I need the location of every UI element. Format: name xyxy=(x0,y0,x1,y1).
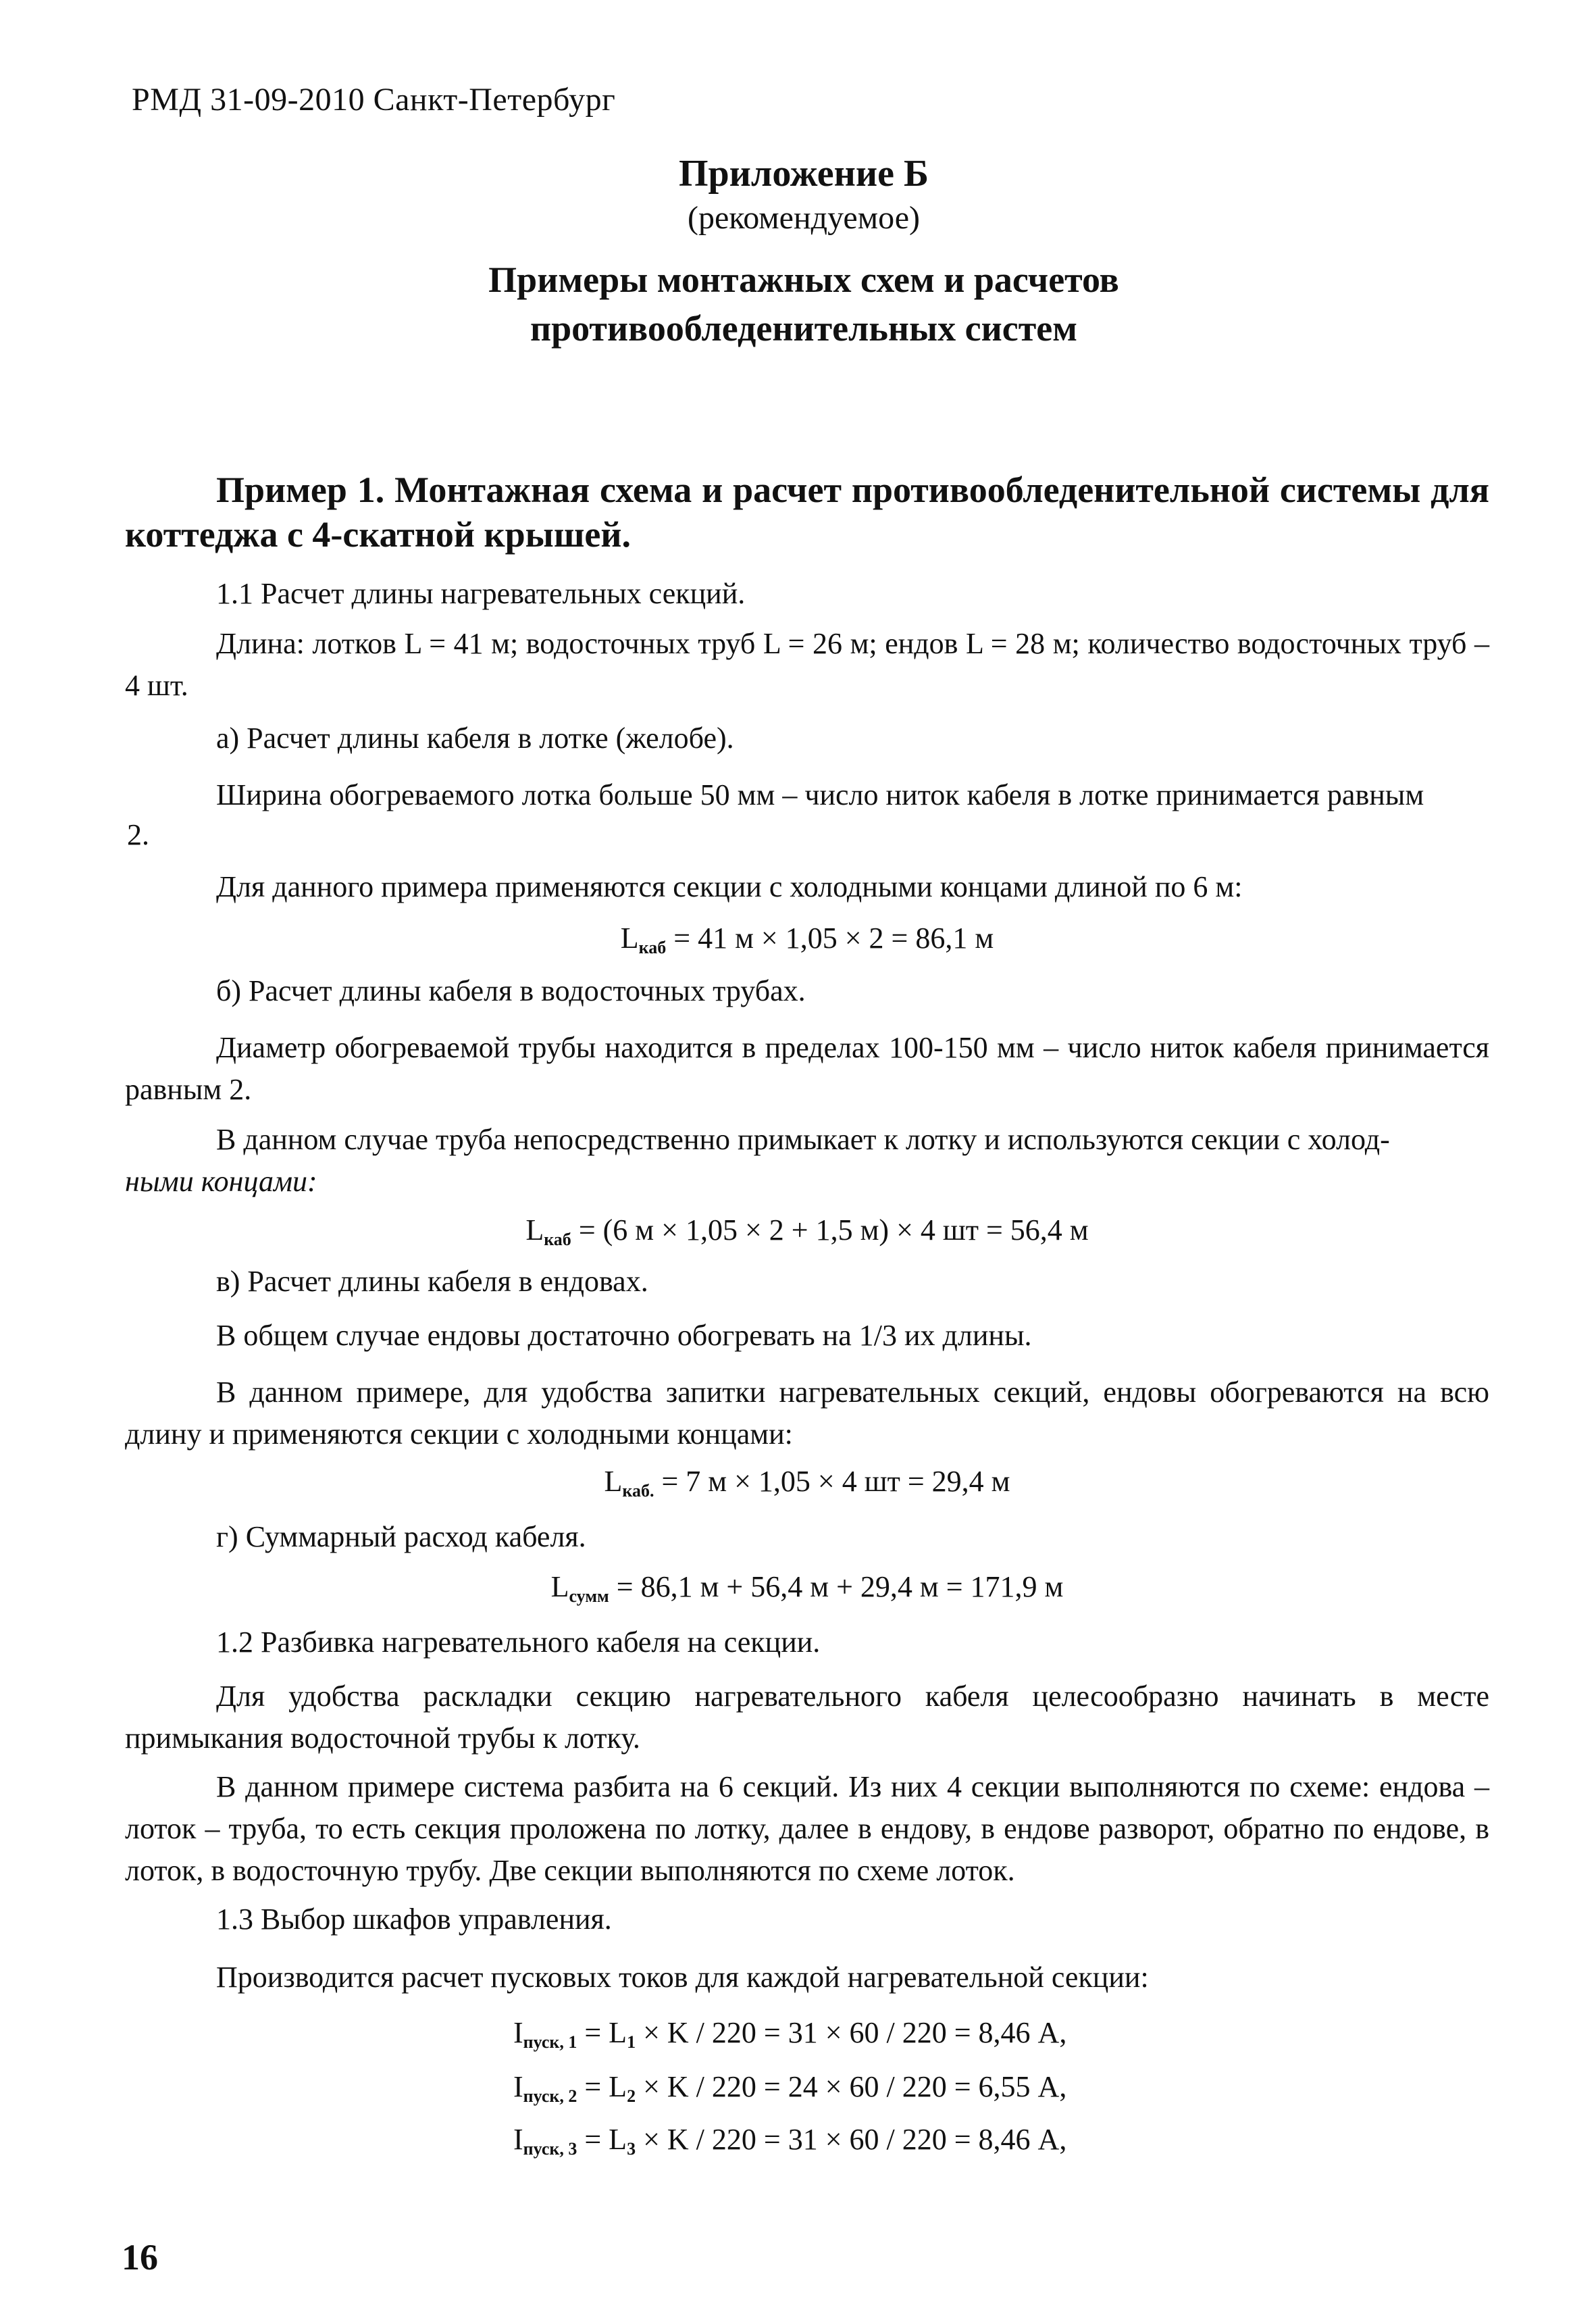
formula-total-length: $L_{сумм} = 86,1$ м + 56,4 м + 29,4 м = 171,9 м xyxy=(550,1570,1064,1606)
formula-downpipe-length: $L_{каб} = (6$ м × 1,05 × 2 + 1,5 м) × 4 шт = 56,4 м xyxy=(525,1213,1089,1249)
paragraph-layout-start: Для удобства раскладки секцию нагревательного кабеля целесообразно начинать в месте примыкания водосточной трубы к лотку. xyxy=(125,1680,1489,1755)
main-title xyxy=(122,255,1486,353)
formula-valley-length: $L_{каб.} = 7$ м × 1,05 × 4 шт = 29,4 м xyxy=(604,1465,1010,1501)
appendix-title: Приложение Б xyxy=(678,153,929,195)
main-title-line-1: Примеры монтажных схем и расчетов xyxy=(488,259,1119,300)
page-number: 16 xyxy=(122,2237,158,2278)
paragraph-downpipe-calc: б) Расчет длины кабеля в водосточных трубах. xyxy=(216,974,806,1007)
paragraph-start-currents: Производится расчет пусковых токов для каждой нагревательной секции: xyxy=(216,1961,1149,1994)
main-title-line-2: противообледенительных систем xyxy=(530,308,1078,349)
paragraph-pipe-adjacent: В данном случае труба непосредственно примыкает к лотку и используются секции с холод- ными концами: xyxy=(125,1123,1390,1198)
formula-start-current-3: $I_{пуск, 3} = L_3 \times K / 220 = 31 \times 60 / 220 = 8,46$ А, xyxy=(513,2123,1067,2159)
document-code-header: РМД 31-09-2010 Санкт-Петербург xyxy=(132,82,616,118)
formula-gutter-length: $L_{каб} = 41$ м × 1,05 × 2 = 86,1 м xyxy=(620,922,994,957)
paragraph-six-sections: В данном примере система разбита на 6 секций. Из них 4 секции выполняются по схеме: ендова – лоток – труба, то есть секция проложена по лотку, далее в ендову, в ендове разворот, обратно по ендове, в лоток, в водосточную трубу. Две секции выполняются по схеме лоток. xyxy=(125,1770,1489,1887)
appendix-subtitle: (рекомендуемое) xyxy=(688,200,920,236)
paragraph-lengths: Длина: лотков L = 41 м; водосточных труб L = 26 м; ендов L = 28 м; количество водосточных труб – 4 шт. xyxy=(125,627,1489,702)
paragraph-valley-full: В данном примере, для удобства запитки нагревательных секций, ендовы обогреваются на всю длину и применяются секции с холодными концами: xyxy=(125,1376,1489,1451)
paragraph-gutter-width: Ширина обогреваемого лотка больше 50 мм – число ниток кабеля в лотке принимается равным xyxy=(216,778,1424,811)
paragraph-section-1-2: 1.2 Разбивка нагревательного кабеля на секции. xyxy=(216,1626,821,1659)
paragraph-valley-third: В общем случае ендовы достаточно обогревать на 1/3 их длины. xyxy=(216,1319,1032,1352)
paragraph-valley-calc: в) Расчет длины кабеля в ендовах. xyxy=(216,1265,648,1298)
example-title: Пример 1. Монтажная схема и расчет противообледенительной системы для коттеджа с 4-скатной крышей. xyxy=(125,470,1489,555)
paragraph-total-calc: г) Суммарный расход кабеля. xyxy=(216,1520,586,1553)
paragraph-section-1-1: 1.1 Расчет длины нагревательных секций. xyxy=(216,577,746,610)
paragraph-cold-ends: Для данного примера применяются секции с холодными концами длиной по 6 м: xyxy=(216,870,1243,903)
formula-start-current-1: $I_{пуск, 1} = L_1 \times K / 220 = 31 \times 60 / 220 = 8,46$ А, xyxy=(513,2016,1067,2052)
paragraph-section-1-3: 1.3 Выбор шкафов управления. xyxy=(216,1903,612,1936)
formula-start-current-2: $I_{пуск, 2} = L_2 \times K / 220 = 24 \times 60 / 220 = 6,55$ А, xyxy=(513,2070,1067,2106)
paragraph-gutter-calc: а) Расчет длины кабеля в лотке (желобе). xyxy=(216,722,734,755)
paragraph-pipe-diameter: Диаметр обогреваемой трубы находится в пределах 100-150 мм – число ниток кабеля принимается равным 2. xyxy=(125,1031,1489,1106)
paragraph-gutter-width-tail: 2. xyxy=(127,818,149,851)
